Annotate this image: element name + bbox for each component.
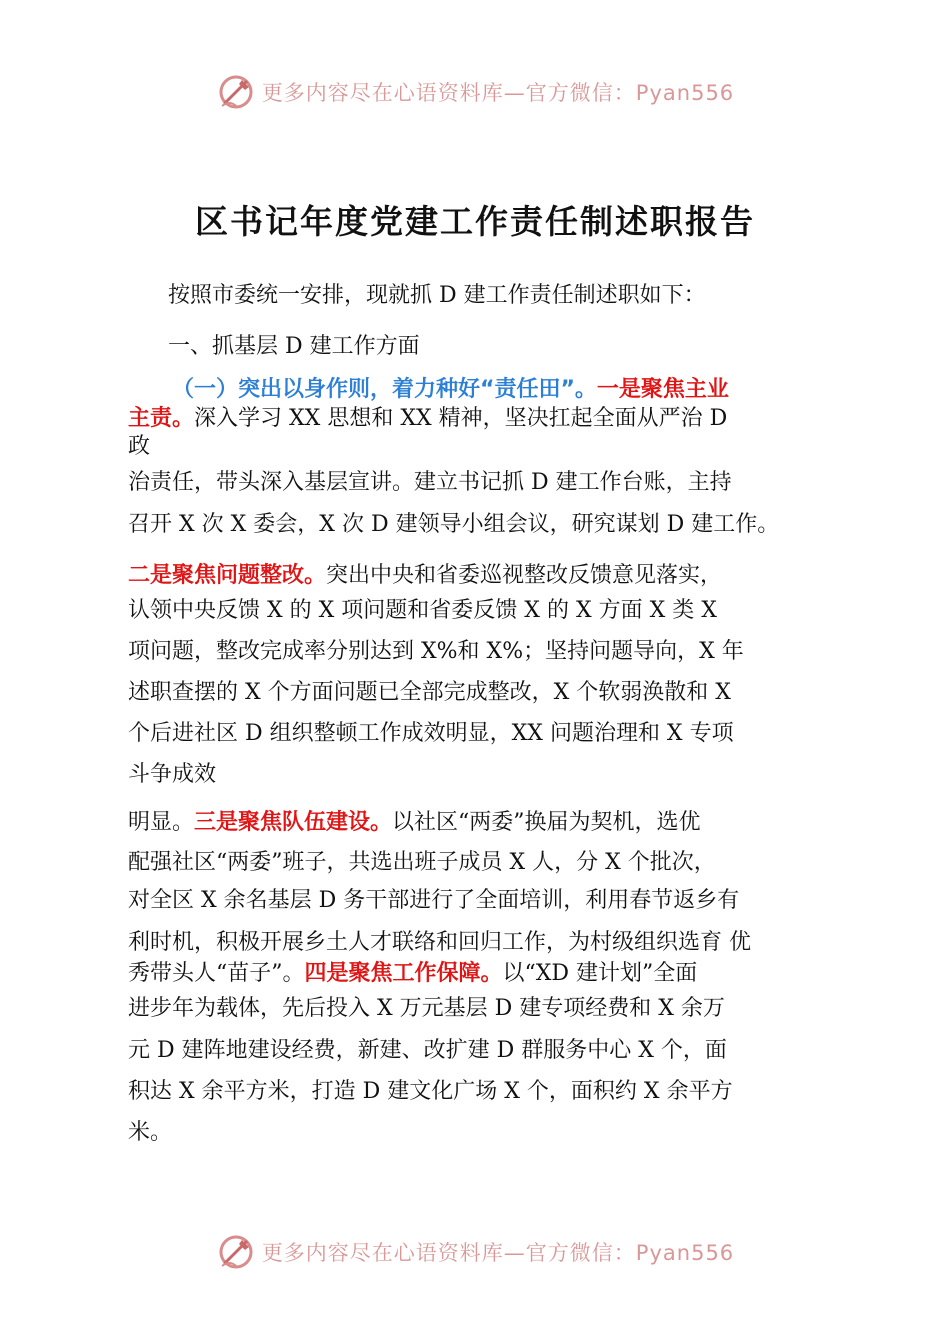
paragraph-line: 个后进社区 D 组织整顿工作成效明显，XX 问题治理和 X 专项 [128,721,734,746]
paragraph-line: 项问题，整改完成率分别达到 X%和 X%；坚持问题导向，X 年 [128,639,744,664]
subsection-heading-line [172,375,729,405]
text-span: 以社区“两委”换届为契机，选优 [392,810,701,835]
text-span: 明显。 [128,810,195,835]
paragraph-line [128,808,701,838]
paragraph-line [128,404,727,434]
subsection-heading: （一）突出以身作则，着力种好“责任田”。 [172,377,597,402]
paragraph-line [128,561,722,591]
section-heading: 一、抓基层 D 建工作方面 [168,334,420,359]
paragraph-line: 元 D 建阵地建设经费，新建、改扩建 D 群服务中心 X 个，面 [128,1038,727,1063]
paragraph-line [128,959,697,989]
paragraph-line: 进步年为载体，先后投入 X 万元基层 D 建专项经费和 X 余万 [128,996,725,1021]
paragraph-line: 治责任，带头深入基层宣讲。建立书记抓 D 建工作台账，主持 [128,470,732,495]
point-label: 三是聚焦队伍建设。 [194,810,393,835]
watermark-text: 更多内容尽在心语资料库—官方微信：Pyan556 [261,1241,735,1265]
point-label: 主责。 [128,406,195,431]
pen-seal-icon [216,72,256,112]
text-span: 以“XD 建计划”全面 [502,961,698,986]
paragraph-line: 配强社区“两委”班子，共选出班子成员 X 人，分 X 个批次， [128,850,716,875]
intro-paragraph: 按照市委统一安排，现就抓 D 建工作责任制述职如下： [168,283,706,308]
text-span: 深入学习 XX 思想和 XX 精神，坚决扛起全面从严治 D [194,406,728,431]
paragraph-line: 米。 [128,1120,173,1145]
paragraph-line: 述职查摆的 X 个方面问题已全部完成整改，X 个软弱涣散和 X [128,680,731,705]
watermark-footer [0,1230,950,1274]
point-label: 四是聚焦工作保障。 [304,961,503,986]
text-span: 秀带头人“苗子”。 [128,961,305,986]
paragraph-line: 斗争成效 [128,762,217,787]
paragraph-line: 积达 X 余平方米，打造 D 建文化广场 X 个，面积约 X 余平方 [128,1079,733,1104]
watermark-header [0,70,950,114]
point-label: 一是聚焦主业 [596,377,729,402]
paragraph-line: 利时机，积极开展乡土人才联络和回归工作，为村级组织选育 优 [128,930,751,955]
watermark-text: 更多内容尽在心语资料库—官方微信：Pyan556 [261,81,735,105]
document-title: 区书记年度党建工作责任制述职报告 [195,202,755,241]
paragraph-line: 召开 X 次 X 委会，X 次 D 建领导小组会议，研究谋划 D 建工作。 [128,512,780,537]
point-label: 二是聚焦问题整改。 [128,563,327,588]
paragraph-line: 认领中央反馈 X 的 X 项问题和省委反馈 X 的 X 方面 X 类 X [128,598,717,623]
paragraph-line: 政 [128,434,151,459]
paragraph-line: 对全区 X 余名基层 D 务干部进行了全面培训，利用春节返乡有 [128,888,740,913]
pen-seal-icon [216,1232,256,1272]
text-span: 突出中央和省委巡视整改反馈意见落实， [326,563,723,588]
